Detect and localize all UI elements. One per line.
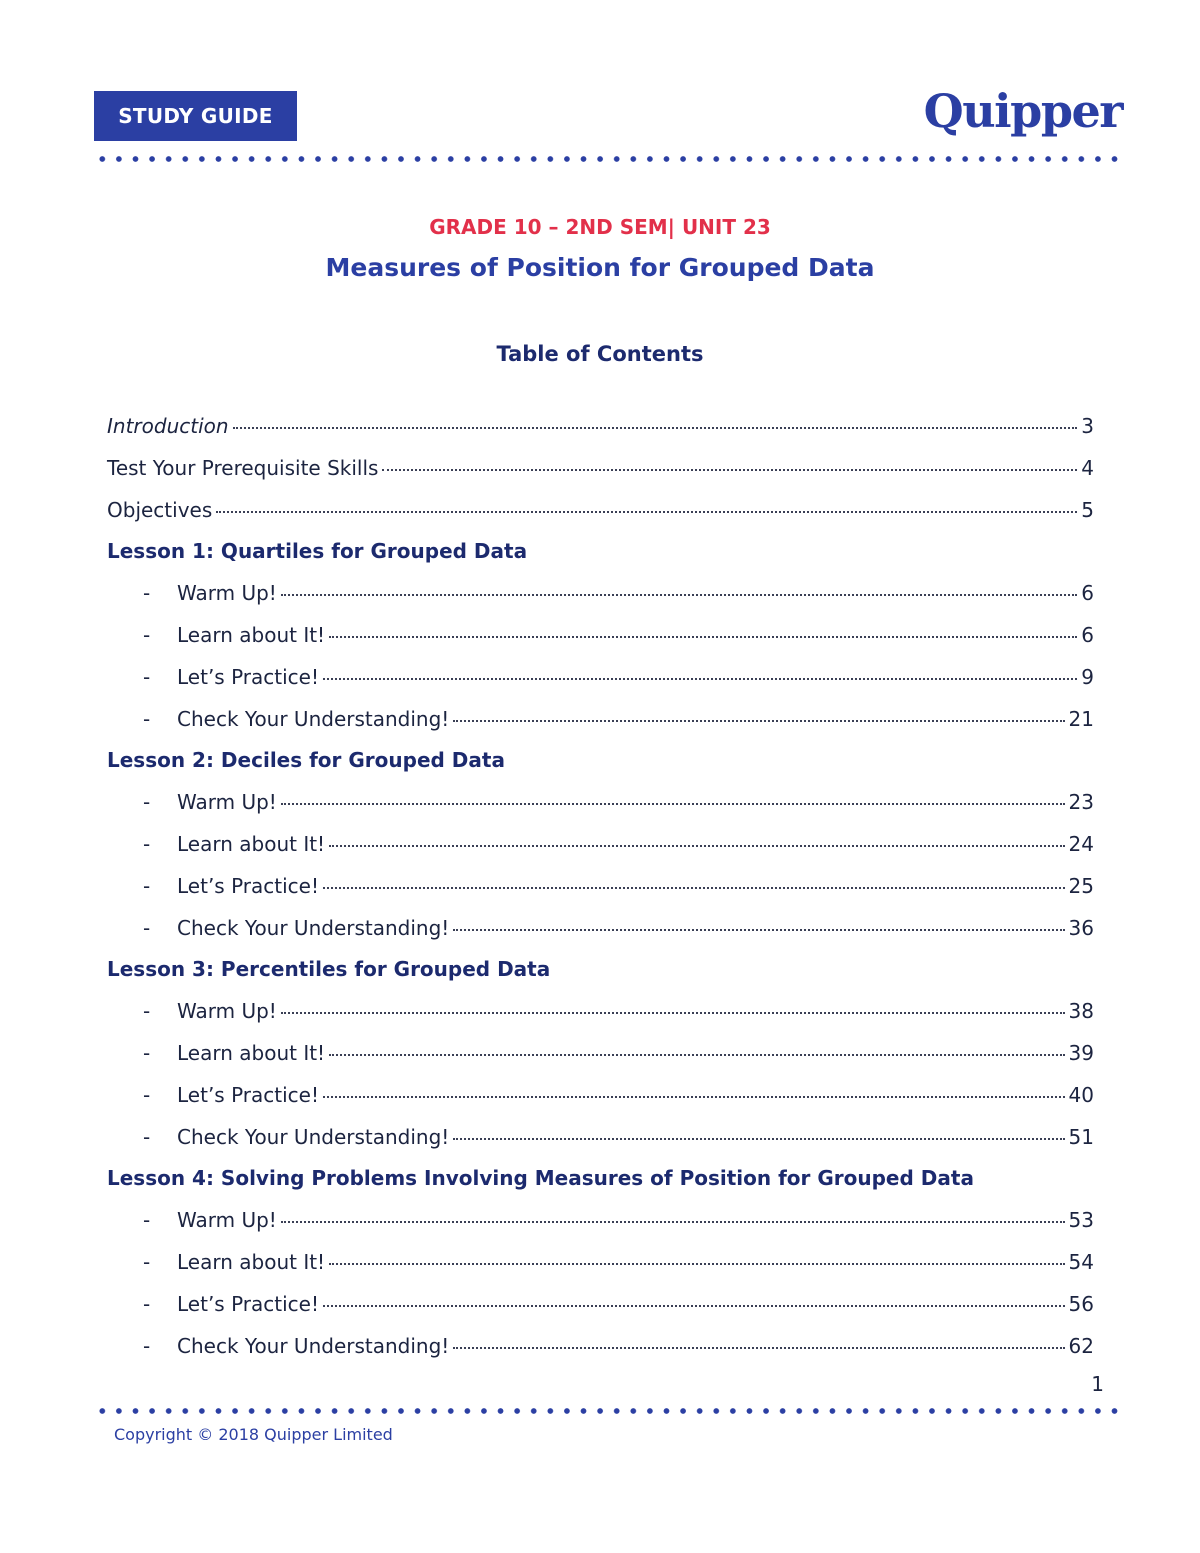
dot-leader (382, 469, 1077, 471)
toc-subitem[interactable] (107, 1125, 1094, 1167)
toc-subitem[interactable] (107, 1292, 1094, 1334)
dot-leader (281, 1012, 1065, 1014)
quipper-logo: Quipper (923, 84, 1122, 138)
toc-subitem[interactable] (107, 1208, 1094, 1250)
toc-subitem[interactable] (107, 832, 1094, 874)
bullet-dash: - (143, 915, 151, 940)
dot-leader (323, 1096, 1065, 1098)
toc-item-label: Let’s Practice! (177, 873, 319, 898)
toc-item-label: Let’s Practice! (177, 664, 319, 689)
dot-leader (453, 720, 1064, 722)
toc-item[interactable] (107, 456, 1094, 498)
bullet-dash: - (143, 999, 151, 1024)
toc-subitem[interactable] (107, 916, 1094, 958)
toc-item-page: 51 (1068, 1124, 1094, 1149)
toc-item[interactable] (107, 498, 1094, 540)
toc-item-page: 23 (1068, 790, 1094, 815)
toc-item-label: Check Your Understanding! (177, 1333, 450, 1358)
bullet-dash: - (143, 706, 151, 731)
toc-item-page: 56 (1068, 1291, 1094, 1316)
dot-leader (281, 594, 1077, 596)
dot-leader (329, 636, 1077, 638)
bullet-dash: - (143, 581, 151, 606)
toc-item-label: Learn about It! (177, 622, 326, 647)
toc-heading: Table of Contents (496, 342, 704, 366)
bullet-dash: - (143, 1333, 151, 1358)
dot-leader (323, 887, 1065, 889)
toc-subitem[interactable] (107, 707, 1094, 749)
toc-subitem[interactable] (107, 1334, 1094, 1376)
toc-item-page: 6 (1081, 622, 1094, 647)
toc-subitem[interactable] (107, 1083, 1094, 1125)
dot-leader (216, 511, 1077, 513)
bullet-dash: - (143, 622, 151, 647)
header-dotted-divider (94, 156, 1124, 162)
toc-item-page: 24 (1068, 831, 1094, 856)
toc-item-label: Introduction (107, 414, 229, 438)
table-of-contents (107, 414, 1094, 1375)
toc-subitem[interactable] (107, 665, 1094, 707)
dot-leader (453, 1138, 1064, 1140)
dot-leader (323, 678, 1077, 680)
study-guide-badge: STUDY GUIDE (94, 91, 297, 141)
bullet-dash: - (143, 1249, 151, 1274)
page-number: 1 (1091, 1372, 1104, 1396)
toc-item-page: 54 (1068, 1249, 1094, 1274)
bullet-dash: - (143, 1040, 151, 1065)
dot-leader (233, 427, 1078, 429)
toc-item-label: Learn about It! (177, 1249, 326, 1274)
bullet-dash: - (143, 1124, 151, 1149)
toc-item-label: Warm Up! (177, 790, 277, 815)
toc-subitem[interactable] (107, 790, 1094, 832)
toc-lesson-heading[interactable]: Lesson 1: Quartiles for Grouped Data (107, 539, 528, 564)
toc-subitem[interactable] (107, 623, 1094, 665)
bullet-dash: - (143, 873, 151, 898)
toc-item-page: 9 (1081, 664, 1094, 689)
dot-leader (329, 1054, 1064, 1056)
bullet-dash: - (143, 831, 151, 856)
toc-item-label: Check Your Understanding! (177, 706, 450, 731)
toc-item-label: Let’s Practice! (177, 1082, 319, 1107)
toc-item-page: 62 (1068, 1333, 1094, 1358)
toc-subitem[interactable] (107, 999, 1094, 1041)
footer-dotted-divider (94, 1408, 1124, 1414)
toc-item-label: Warm Up! (177, 581, 277, 606)
copyright-notice: Copyright © 2018 Quipper Limited (114, 1425, 393, 1444)
toc-item-page: 3 (1081, 414, 1094, 438)
toc-lesson-heading[interactable]: Lesson 2: Deciles for Grouped Data (107, 748, 505, 773)
grade-unit-line: GRADE 10 – 2ND SEM| UNIT 23 (429, 215, 771, 239)
toc-subitem[interactable] (107, 1250, 1094, 1292)
bullet-dash: - (143, 1291, 151, 1316)
dot-leader (329, 1263, 1064, 1265)
toc-item-page: 40 (1068, 1082, 1094, 1107)
toc-item-label: Check Your Understanding! (177, 915, 450, 940)
toc-item-label: Learn about It! (177, 1040, 326, 1065)
page-title: Measures of Position for Grouped Data (325, 253, 875, 282)
toc-item-page: 21 (1068, 706, 1094, 731)
toc-item-label: Test Your Prerequisite Skills (107, 455, 379, 480)
toc-item-label: Warm Up! (177, 999, 277, 1024)
toc-item-page: 36 (1068, 915, 1094, 940)
bullet-dash: - (143, 1082, 151, 1107)
toc-item-page: 53 (1068, 1208, 1094, 1233)
toc-item-page: 4 (1081, 455, 1094, 480)
toc-item-label: Warm Up! (177, 1208, 277, 1233)
dot-leader (453, 1347, 1064, 1349)
toc-item[interactable] (107, 414, 1094, 456)
toc-subitem[interactable] (107, 874, 1094, 916)
toc-item-label: Learn about It! (177, 831, 326, 856)
bullet-dash: - (143, 790, 151, 815)
toc-item-label: Objectives (107, 497, 213, 522)
toc-item-page: 5 (1081, 497, 1094, 522)
bullet-dash: - (143, 1208, 151, 1233)
toc-item-page: 25 (1068, 873, 1094, 898)
toc-item-label: Check Your Understanding! (177, 1124, 450, 1149)
toc-item-label: Let’s Practice! (177, 1291, 319, 1316)
dot-leader (453, 929, 1064, 931)
dot-leader (281, 1221, 1065, 1223)
bullet-dash: - (143, 664, 151, 689)
dot-leader (323, 1305, 1065, 1307)
toc-lesson-heading[interactable]: Lesson 3: Percentiles for Grouped Data (107, 957, 551, 982)
toc-subitem[interactable] (107, 1041, 1094, 1083)
dot-leader (329, 845, 1064, 847)
toc-item-page: 38 (1068, 999, 1094, 1024)
toc-lesson-heading[interactable]: Lesson 4: Solving Problems Involving Measures of Position for Grouped Data (107, 1166, 974, 1191)
toc-item-page: 6 (1081, 581, 1094, 606)
toc-item-page: 39 (1068, 1040, 1094, 1065)
dot-leader (281, 803, 1065, 805)
toc-subitem[interactable] (107, 581, 1094, 623)
